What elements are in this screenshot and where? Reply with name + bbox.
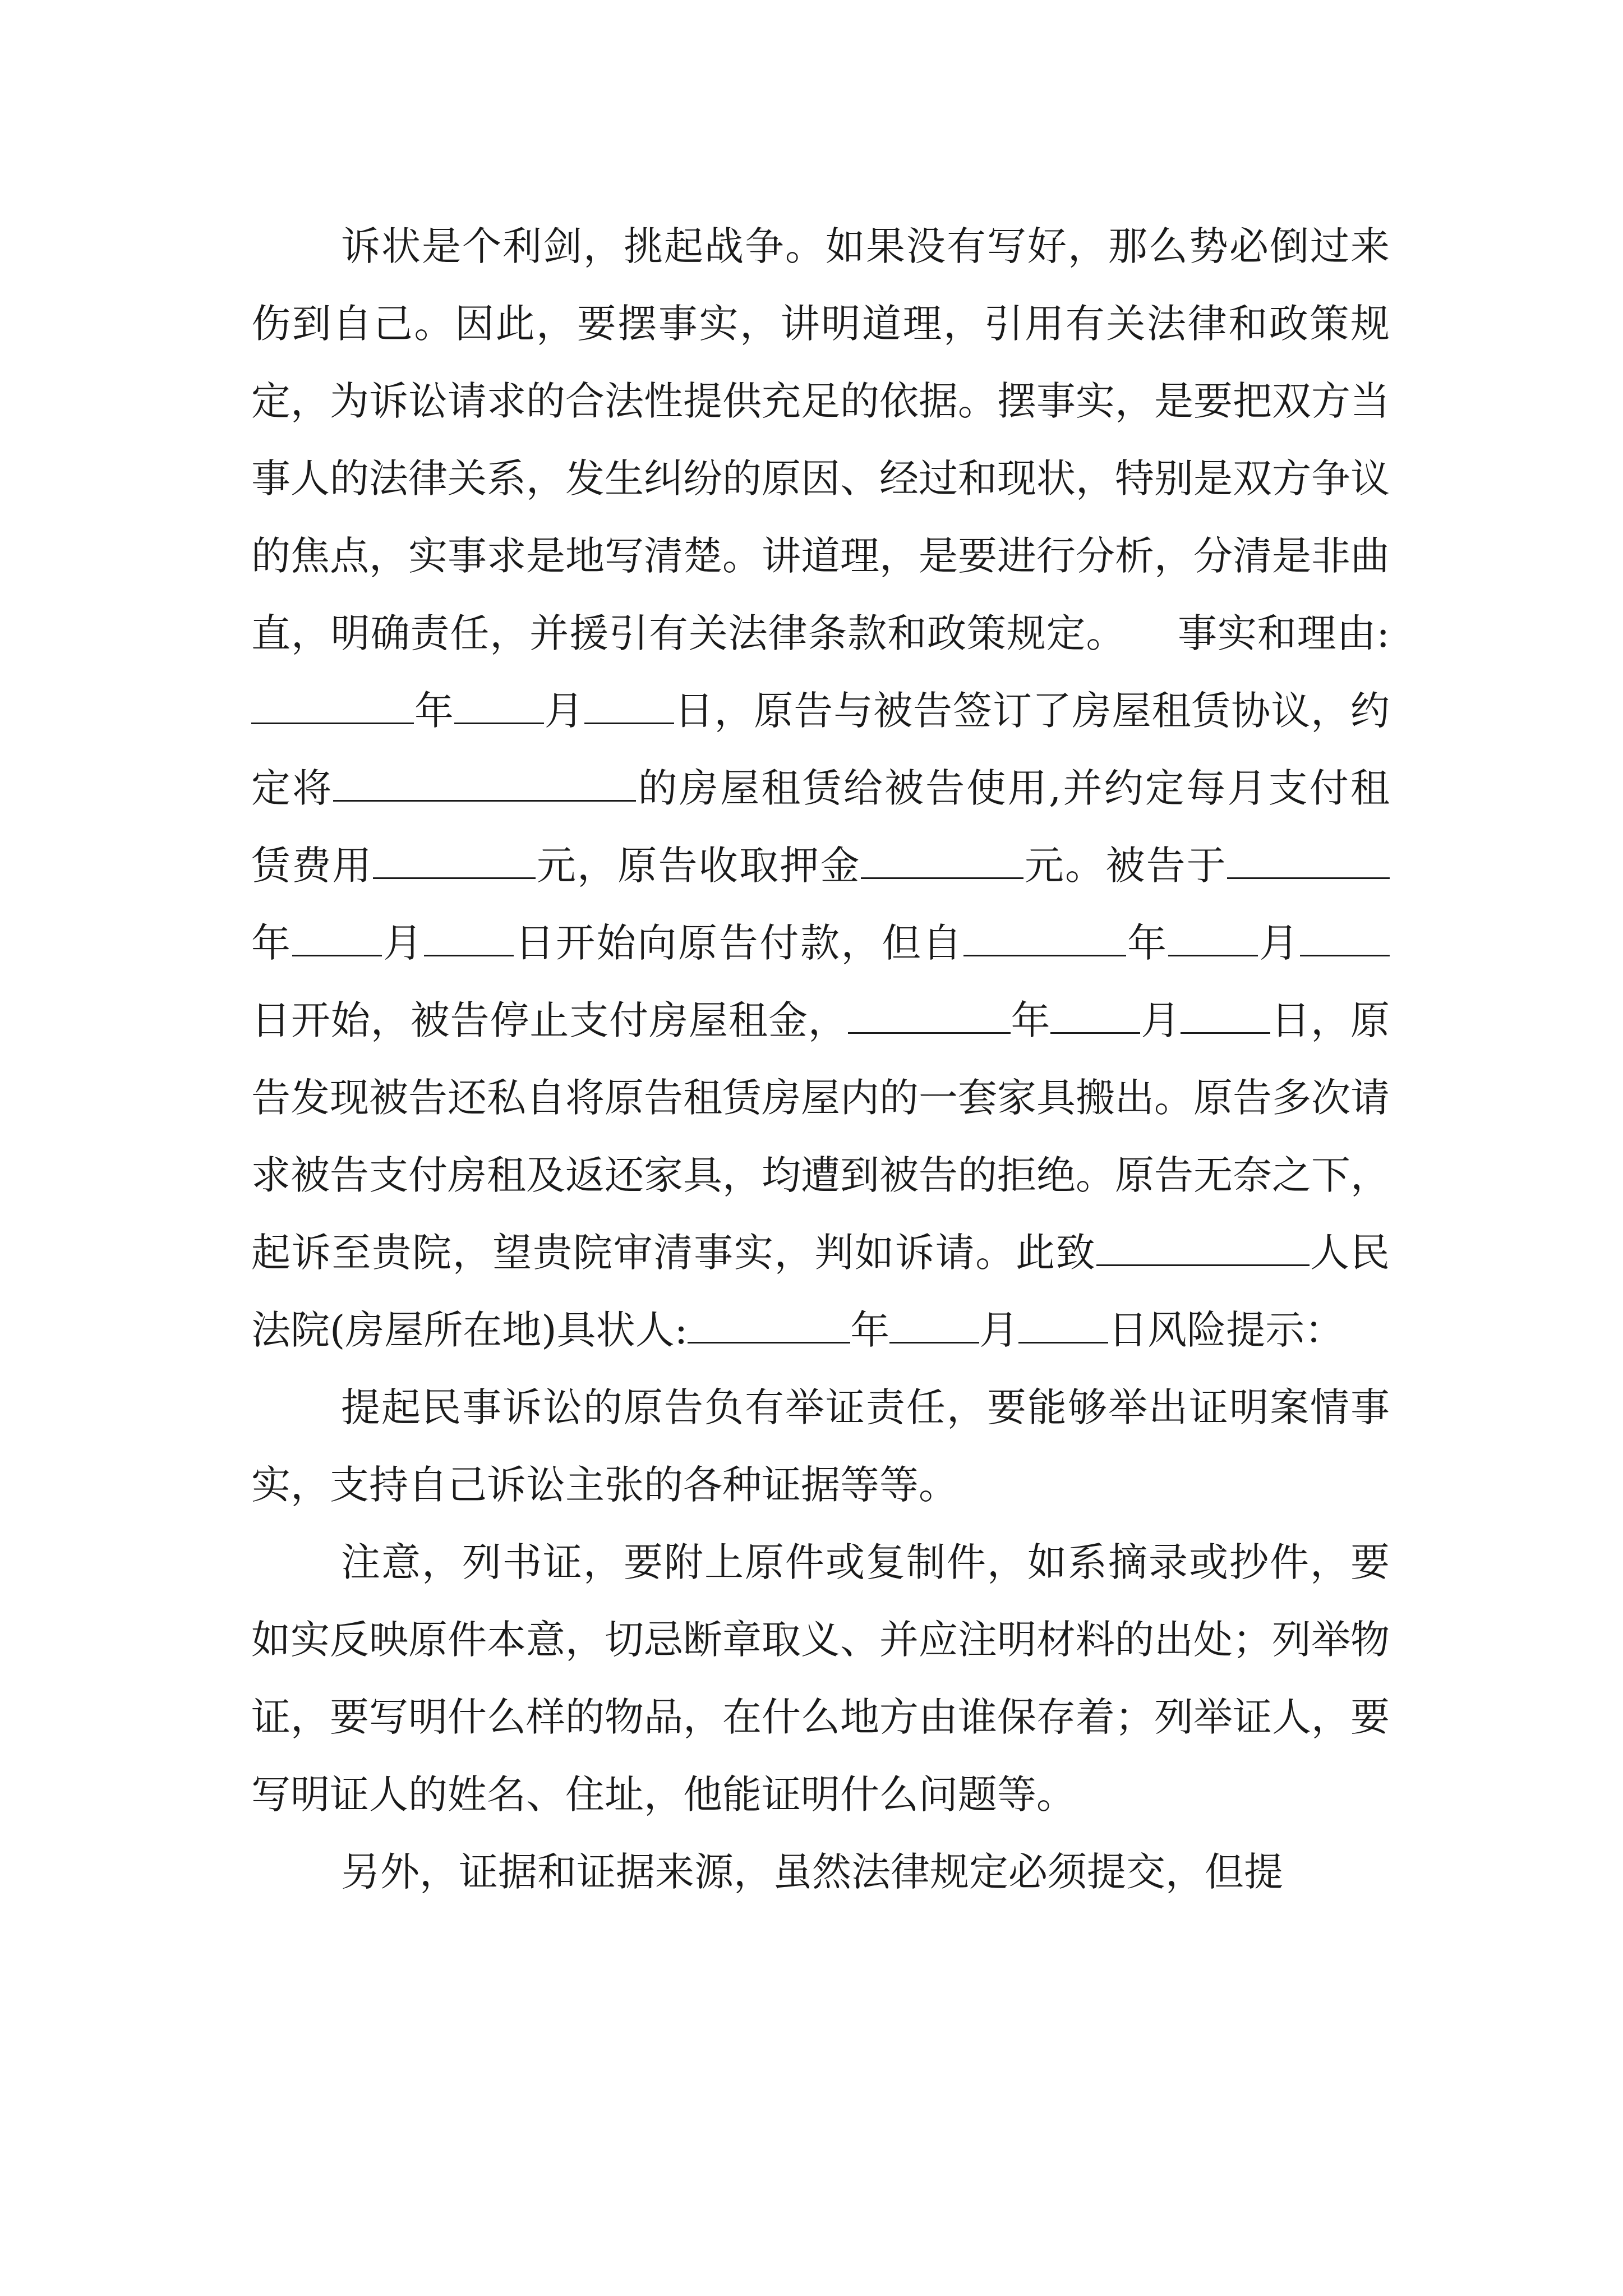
blank-found-day[interactable] [1181,997,1270,1034]
blank-property-address[interactable] [333,765,636,802]
blank-pay-month[interactable] [292,920,382,956]
document-body [251,208,1390,1911]
facts-label: 事实和理由: [1177,610,1390,656]
paragraph-burden-of-proof: 提起民事诉讼的原告负有举证责任，要能够举出证明案情事实，支持自己诉讼主张的各种证据等等。 [251,1384,1390,1508]
blank-stop-month[interactable] [1168,920,1258,956]
stop-start-text: 日开始，被告停止支付房屋租金， [251,997,848,1043]
risk-heading: 日风险提示： [1108,1307,1344,1353]
blank-day[interactable] [584,688,674,724]
blank-month[interactable] [454,688,544,724]
year-label: 年 [850,1307,890,1353]
paragraph-evidence-source: 另外，证据和证据来源，虽然法律规定必须提交，但提 [341,1849,1283,1895]
blank-stop-day[interactable] [1300,920,1390,956]
year-label: 年 [1126,920,1168,966]
month-label: 月 [979,1307,1019,1353]
year-label: 年 [251,920,292,966]
pay-start-text: 日开始向原告付款，但自 [513,920,963,966]
month-label: 月 [543,688,584,734]
intro-text: 诉状是个利剑，挑起战争。如果没有写好，那么势必倒过来伤到自己。因此，要摆事实，讲明道理，引用有关法律和政策规定，为诉讼请求的合法性提供充足的依据。摆事实，是要把双方当事人的法律关系，发生纠纷的原因、经过和现状，特别是双方争议的焦点，实事求是地写清楚。讲道理，是要进行分析，分清是非曲直，明确责任，并援引有关法律条款和政策规定。 [251,223,1390,656]
lease-text-a: 原告与被告签订了房屋租赁协议，约定将 [251,688,1390,811]
blank-found-month[interactable] [1050,997,1140,1034]
defendant-text: 元。被告于 [1023,843,1228,889]
year-label: 年 [1010,997,1051,1043]
month-label: 月 [381,920,424,966]
month-label: 月 [1140,997,1181,1043]
blank-court-name[interactable] [1096,1230,1310,1266]
blank-pay-year[interactable] [1227,843,1390,879]
yuan-label: 元， [535,843,618,889]
lease-text-b: 的房屋租赁给被告使用,并约定每月支付租赁费用 [251,765,1390,889]
blank-pay-day[interactable] [424,920,514,956]
day-label: 日， [674,688,754,734]
blank-sign-day[interactable] [1018,1307,1108,1343]
blank-year[interactable] [251,688,414,724]
paragraph-complaint-guidance [251,208,1390,1369]
month-label: 月 [1257,920,1301,966]
year-label: 年 [414,688,454,734]
found-text: 日，原告发现被告还私自将原告租赁房屋内的一套家具搬出。原告多次请求被告支付房租及返还家具，均遭到被告的拒绝。原告无奈之下，起诉至贵院，望贵院审清事实，判如诉请。此致 [251,997,1390,1276]
blank-sign-month[interactable] [889,1307,979,1343]
court-text: 人民法院(房屋所在地)具状人: [251,1230,1390,1353]
paragraph-evidence-notes: 注意，列书证，要附上原件或复制件，如系摘录或抄件，要如实反映原件本意，切忌断章取义、并应注明材料的出处；列举物证，要写明什么样的物品，在什么地方由谁保存着；列举证人，要写明证人的姓名、住址，他能证明什么问题等。 [251,1539,1390,1818]
blank-found-year[interactable] [848,997,1011,1034]
blank-stop-year[interactable] [963,920,1126,956]
blank-monthly-rent[interactable] [373,843,536,879]
deposit-text: 原告收取押金 [617,843,861,889]
blank-deposit[interactable] [861,843,1023,879]
blank-sign-year[interactable] [688,1307,850,1343]
